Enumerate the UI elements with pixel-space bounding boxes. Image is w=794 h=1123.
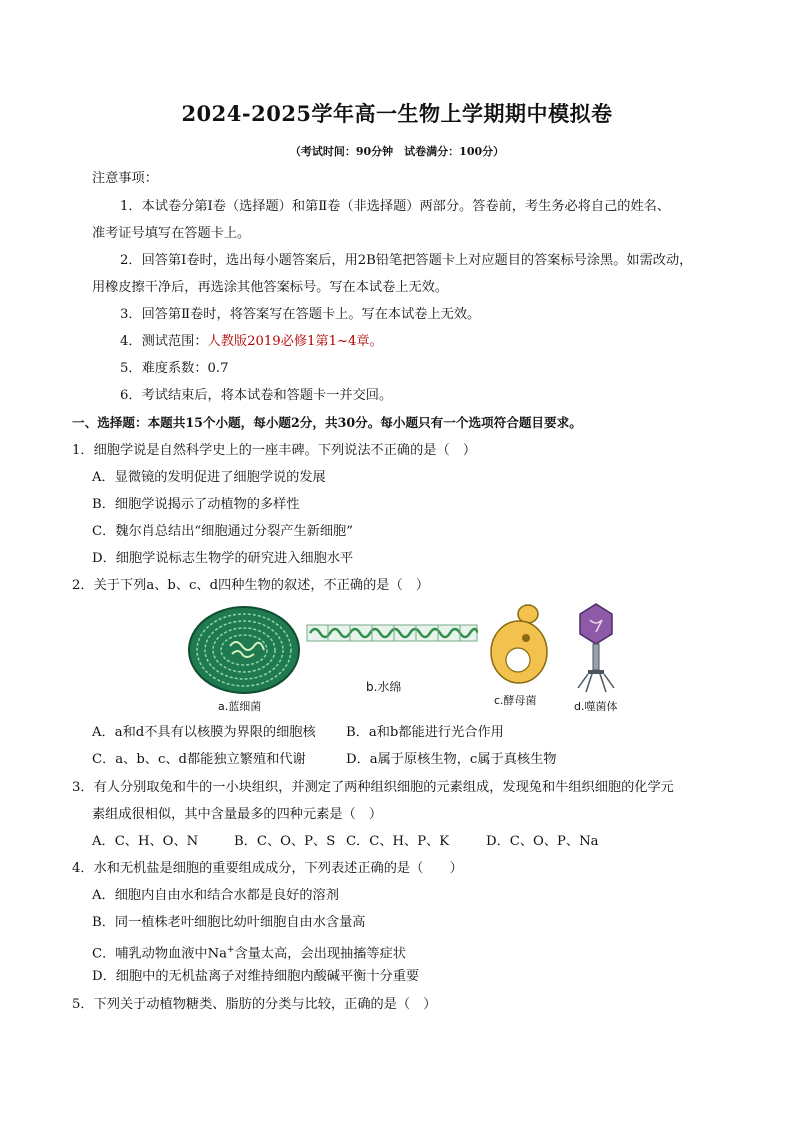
q4-option-c-post: 含量太高，会出现抽搐等症状: [234, 946, 406, 962]
q4-option-c-sup: +: [227, 945, 235, 955]
note-3: 3．回答第Ⅱ卷时，将答案写在答题卡上。写在本试卷上无效。: [120, 307, 481, 322]
q3-stem-line-2: 素组成很相似，其中含量最多的四种元素是（ ）: [92, 807, 383, 822]
note-2-line-2: 用橡皮擦干净后，再选涂其他答案标号。写在本试卷上无效。: [92, 280, 449, 295]
note-5: 5．难度系数：0.7: [120, 361, 229, 376]
organisms-figure: [180, 600, 640, 718]
q1-option-a: A．显微镜的发明促进了细胞学说的发展: [92, 470, 326, 485]
yeast-image: [488, 602, 554, 686]
q4-option-a: A．细胞内自由水和结合水都是良好的溶剂: [92, 888, 339, 903]
note-4-scope: 人教版2019必修1第1~4章。: [207, 334, 383, 349]
notes-heading: 注意事项：: [92, 171, 158, 186]
bacteriophage-image: [572, 602, 620, 696]
q1-option-c: C．魏尔肖总结出“细胞通过分裂产生新细胞”: [92, 524, 353, 539]
q2-option-b: B．a和b都能进行光合作用: [346, 725, 504, 740]
note-1-line-2: 准考证号填写在答题卡上。: [92, 226, 251, 241]
q3-option-b: B．C、O、P、S: [234, 834, 336, 849]
note-4: [120, 333, 383, 351]
note-1-line-1: 1．本试卷分第Ⅰ卷（选择题）和第Ⅱ卷（非选择题）两部分。答卷前，考生务必将自己的姓名、: [120, 199, 671, 214]
figure-label-a: a.蓝细菌: [218, 700, 262, 713]
cyanobacterium-image: [186, 604, 302, 696]
q3-stem-line-1: 3．有人分别取兔和牛的一小块组织，并测定了两种组织细胞的元素组成，发现兔和牛组织细胞的化学元: [72, 780, 674, 795]
q3-option-c: C．C、H、P、K: [346, 834, 450, 849]
spirogyra-image: [306, 622, 478, 644]
q1-option-b: B．细胞学说揭示了动植物的多样性: [92, 497, 300, 512]
q4-option-d: D．细胞中的无机盐离子对维持细胞内酸碱平衡十分重要: [92, 969, 420, 984]
q3-option-d: D．C、O、P、Na: [486, 834, 599, 849]
note-2-line-1: 2．回答第Ⅰ卷时，选出每小题答案后，用2B铅笔把答题卡上对应题目的答案标号涂黑。如需改动，: [120, 253, 693, 268]
q3-option-a: A．C、H、O、N: [92, 834, 199, 849]
q4-option-c-pre: C．哺乳动物血液中Na: [92, 946, 227, 962]
note-4-prefix: 4．测试范围：: [120, 334, 208, 349]
q2-option-d: D．a属于原核生物，c属于真核生物: [346, 752, 557, 767]
figure-label-b: b.水绵: [366, 680, 402, 694]
q1-option-d: D．细胞学说标志生物学的研究进入细胞水平: [92, 551, 354, 566]
q2-stem: 2．关于下列a、b、c、d四种生物的叙述，不正确的是（ ）: [72, 578, 430, 593]
section-heading: 一、选择题：本题共15个小题，每小题2分，共30分。每小题只有一个选项符合题目要求。: [72, 415, 582, 430]
q5-stem: 5．下列关于动植物糖类、脂肪的分类与比较，正确的是（ ）: [72, 997, 437, 1012]
q2-option-a: A．a和d不具有以核膜为界限的细胞核: [92, 725, 316, 740]
page-title: 2024-2025学年高一生物上学期期中模拟卷: [181, 101, 613, 126]
figure-label-d: d.噬菌体: [574, 700, 618, 713]
note-6: 6．考试结束后，将本试卷和答题卡一并交回。: [120, 388, 393, 403]
q4-option-b: B．同一植株老叶细胞比幼叶细胞自由水含量高: [92, 915, 366, 930]
q4-option-c: [92, 941, 406, 963]
exam-info: （考试时间：90分钟 试卷满分：100分）: [289, 145, 505, 158]
figure-label-c: c.酵母菌: [494, 694, 537, 707]
q4-stem: 4．水和无机盐是细胞的重要组成成分，下列表述正确的是（ ）: [72, 861, 463, 876]
q1-stem: 1．细胞学说是自然科学史上的一座丰碑。下列说法不正确的是（ ）: [72, 443, 477, 458]
q2-option-c: C．a、b、c、d都能独立繁殖和代谢: [92, 752, 306, 767]
